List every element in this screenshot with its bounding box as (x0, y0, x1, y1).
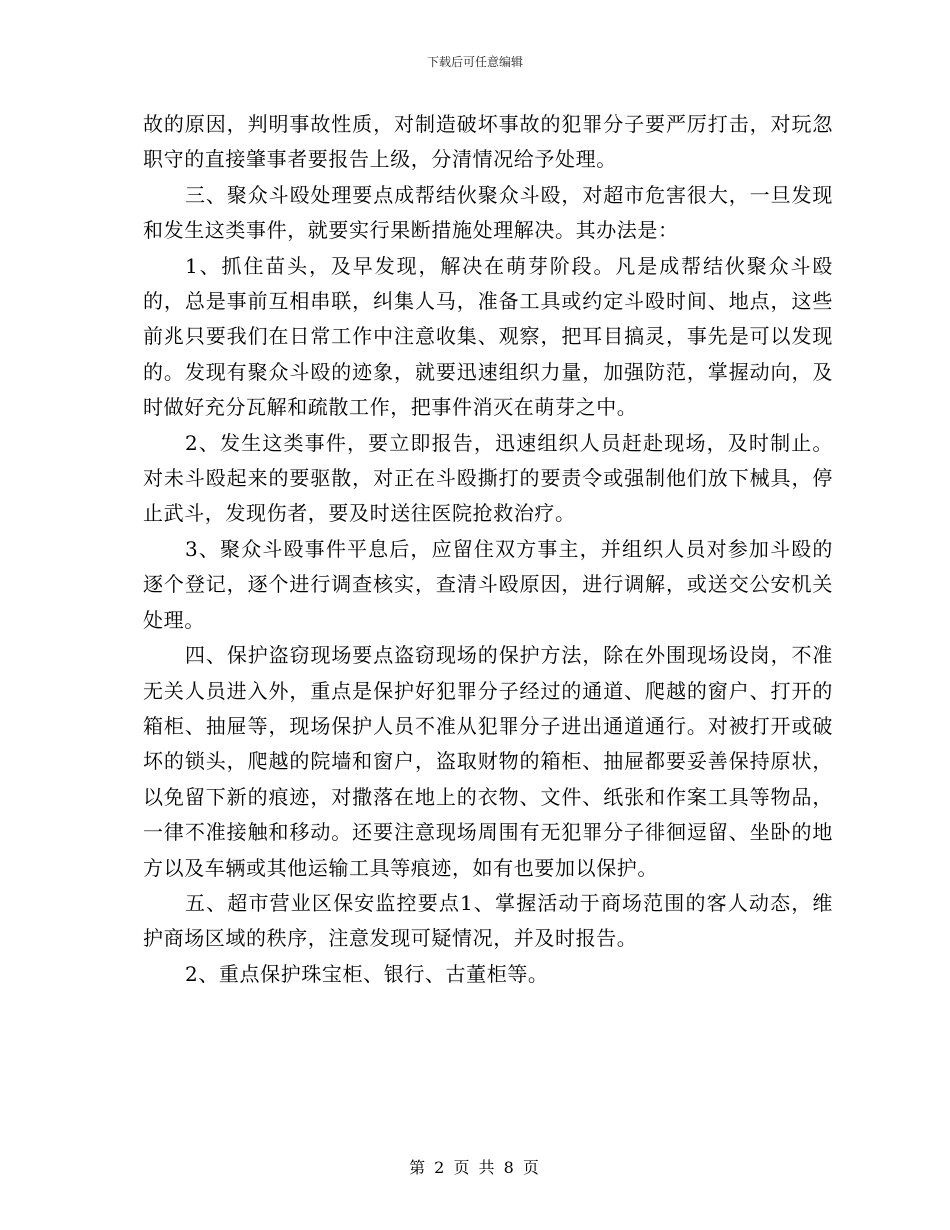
page-number-footer: 第 2 页 共 8 页 (409, 1158, 541, 1177)
paragraph: 2、发生这类事件，要立即报告，迅速组织人员赶赴现场，及时制止。对未斗殴起来的要驱散，对正在斗殴撕打的要责令或强制他们放下械具，停止武斗，发现伤者，要及时送往医院抢救治疗。 (143, 430, 833, 526)
paragraph: 四、保护盗窃现场要点盗窃现场的保护方法，除在外围现场设岗，不准无关人员进入外，重点是保护好犯罪分子经过的通道、爬越的窗户、打开的箱柜、抽屉等，现场保护人员不准从犯罪分子进出通道通行。对被打开或破坏的锁头，爬越的院墙和窗户，盗取财物的箱柜、抽屉都要妥善保持原状，以免留下新的痕迹，对撒落在地上的衣物、文件、纸张和作案工具等物品，一律不准接触和移动。还要注意现场周围有无犯罪分子徘徊逗留、坐卧的地方以及车辆或其他运输工具等痕迹，如有也要加以保护。 (143, 643, 833, 880)
paragraph: 三、聚众斗殴处理要点成帮结伙聚众斗殴，对超市危害很大，一旦发现和发生这类事件，就要实行果断措施处理解决。其办法是： (143, 182, 833, 243)
paragraph: 故的原因，判明事故性质，对制造破坏事故的犯罪分子要严厉打击，对玩忽职守的直接肇事者要报告上级，分清情况给予处理。 (143, 112, 833, 172)
paragraph: 五、超市营业区保安监控要点1、掌握活动于商场范围的客人动态，维护商场区域的秩序，注意发现可疑情况，并及时报告。 (143, 890, 833, 951)
paragraph: 2、重点保护珠宝柜、银行、古董柜等。 (185, 961, 549, 986)
page-header: 下载后可任意编辑 (426, 55, 523, 69)
document-body (143, 107, 833, 992)
paragraph: 3、聚众斗殴事件平息后，应留住双方事主，并组织人员对参加斗殴的逐个登记，逐个进行调查核实，查清斗殴原因，进行调解，或送交公安机关处理。 (143, 536, 833, 632)
paragraph: 1、抓住苗头，及早发现，解决在萌芽阶段。凡是成帮结伙聚众斗殴的，总是事前互相串联，纠集人马，准备工具或约定斗殴时间、地点，这些前兆只要我们在日常工作中注意收集、观察，把耳目搞灵，事先是可以发现的。发现有聚众斗殴的迹象，就要迅速组织力量，加强防范，掌握动向，及时做好充分瓦解和疏散工作，把事件消灭在萌芽之中。 (143, 253, 833, 420)
